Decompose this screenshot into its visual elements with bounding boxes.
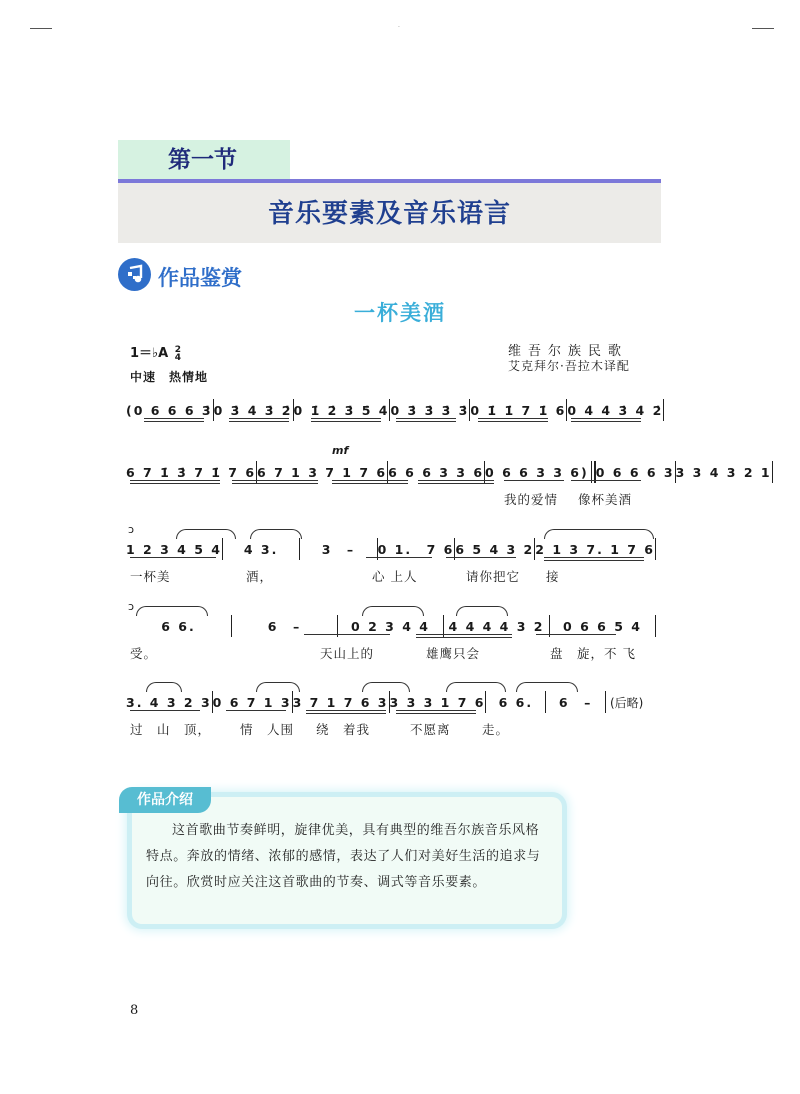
crop-mark-left <box>30 28 52 29</box>
lyric: 请你把它 <box>466 569 521 584</box>
section-number: 第一节 <box>118 140 290 181</box>
lyric: 走。 <box>482 722 510 737</box>
time-signature <box>175 346 181 362</box>
measure: 0 6 6 6 3 <box>595 464 675 480</box>
lyric: 盘 旋，不 飞 <box>550 646 636 661</box>
lyric: 天山上的 <box>320 646 375 661</box>
measure: 3 7 1 7 6 3 <box>292 694 389 710</box>
lyric: 绕 着我 <box>316 722 371 737</box>
measure: 0 3̇ 4̇ 3̇ 2̇ <box>213 402 293 418</box>
measure: 0 6 6 3 3 6) <box>485 464 589 480</box>
lyric: 一杯美 <box>130 569 171 584</box>
lyric: 像杯美酒 <box>578 492 633 507</box>
measure: 0 2 3 4 4 <box>351 618 430 634</box>
score-omitted-note: (后略) <box>610 696 644 710</box>
lyric: 酒， <box>246 569 274 584</box>
lyric: 我的爱情 <box>504 492 559 507</box>
measure: 3. 4 3 2 3 <box>126 694 212 710</box>
crop-mark-right <box>752 28 774 29</box>
intro-text: 这首歌曲节奏鲜明，旋律优美，具有典型的维吾尔族音乐风格特点。奔放的情绪、浓郁的感情，表达了人们对美好生活的追求与向往。欣赏时应关注这首歌曲的节奏、调式等音乐要素。 <box>146 823 541 890</box>
measure: 2 1 3 7. 1 7 6 <box>535 541 656 557</box>
key-signature <box>130 342 181 362</box>
time-top: 2 <box>174 344 182 355</box>
measure: 6 7 1̇ 3̇ 7 1̇ 7 6 <box>126 464 257 480</box>
measure: (0 6 6 6 3̇ <box>126 402 213 418</box>
measure: 0 1̇ 1̇ 7 1̇ 6 <box>470 402 567 418</box>
measure: 3 – <box>321 542 356 557</box>
section-title: 音乐要素及音乐语言 <box>267 199 511 229</box>
breath-mark: ↄ <box>128 523 135 536</box>
appreciation-label: 作品鉴赏 <box>158 266 242 290</box>
measure: 0 1̇ 2̇ 3̇ 5̇ 4̇ <box>293 402 390 418</box>
measure: 4 4 4 4 3 2 <box>448 618 545 634</box>
lyric: 心 上人 <box>372 569 418 584</box>
credit-translator: 艾克拜尔·吾拉木译配 <box>508 359 630 373</box>
crop-dot: · <box>398 24 400 31</box>
lyric: 不愿离 <box>410 722 451 737</box>
breath-mark: ↄ <box>128 600 135 613</box>
measure: 6 6. <box>498 694 534 710</box>
measure: 0 1. 7 6 <box>377 542 455 557</box>
lyric: 情 人围 <box>240 722 295 737</box>
key-note: ♭A <box>152 346 169 361</box>
song-title: 一杯美酒 <box>354 300 446 325</box>
dynamic-mark: mf <box>332 444 349 457</box>
measure: 6 6 6 3 3 6 <box>388 464 485 480</box>
measure: 6 – <box>558 695 593 710</box>
lyric: 雄鹰只会 <box>426 646 481 661</box>
measure: 0 4̇ 4̇ 3̇ 4̇ 2̇ <box>567 402 664 418</box>
measure: 6 – <box>267 619 302 634</box>
lyric: 受。 <box>130 646 158 661</box>
intro-label: 作品介绍 <box>119 787 211 813</box>
lyric: 过 山 顶， <box>130 722 212 737</box>
measure: 3 3 3 1 7 6 <box>389 694 486 710</box>
measure: 6 6. <box>161 618 196 634</box>
page-number: 8 <box>130 1003 139 1018</box>
tempo-marking: 中速 热情地 <box>130 370 209 384</box>
measure: 6 7 1 3 7 1 7 6 <box>257 464 388 480</box>
measure: 0 6 6 5 4 <box>563 618 642 634</box>
credit-origin: 维吾尔族民歌 <box>508 344 629 359</box>
music-note-icon <box>118 258 151 291</box>
measure: 4 3. <box>243 541 279 557</box>
measure: 0 3̇ 3̇ 3̇ 3̇ <box>390 402 470 418</box>
key-prefix: 1＝ <box>130 346 153 361</box>
measure: 3 3 4 3 2 1 <box>675 464 772 480</box>
measure: 6 5 4 3 2 <box>455 541 535 557</box>
measure: 0 6 7 1 3 <box>212 694 292 710</box>
lyric: 接 <box>546 569 560 584</box>
time-bottom: 4 <box>174 352 182 363</box>
measure: 1 2 3 4 5 4 <box>126 541 222 557</box>
